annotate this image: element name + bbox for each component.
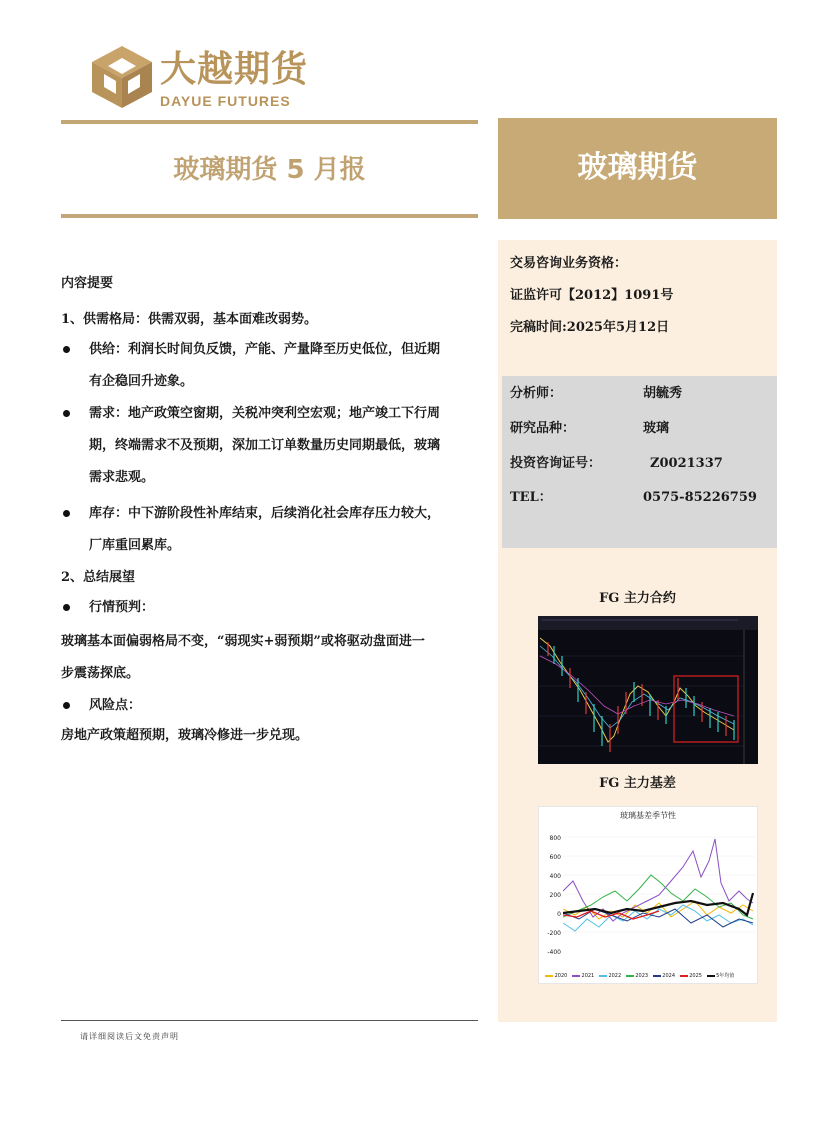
cert-label: 投资咨询证号： bbox=[510, 456, 602, 471]
category-title: 玻璃期货 bbox=[577, 150, 698, 185]
tel-value: 0575-85226759 bbox=[643, 490, 757, 505]
supply-line-1: 供给：利润长时间负反馈，产能、产量降至历史低位，但近期 bbox=[89, 342, 441, 357]
tel-label: TEL： bbox=[510, 490, 552, 505]
completion-date: 完稿时间:2025年5月12日 bbox=[510, 320, 670, 335]
legend-swatch bbox=[572, 975, 580, 977]
variety-label: 研究品种： bbox=[510, 421, 576, 436]
supply-line-2: 有企稳回升迹象。 bbox=[89, 374, 194, 389]
kline-caption: FG 主力合约 bbox=[599, 591, 676, 606]
kline-chart-graphic bbox=[538, 616, 758, 764]
y-tick-label: 200 bbox=[549, 892, 561, 899]
inventory-line-1: 库存：中下游阶段性补库结束，后续消化社会库存压力较大， bbox=[89, 506, 441, 521]
inventory-line-2: 厂库重回累库。 bbox=[89, 538, 181, 553]
variety-value: 玻璃 bbox=[643, 421, 670, 436]
outlook-label: 行情预判： bbox=[89, 600, 155, 615]
kline-chart-image bbox=[538, 616, 758, 764]
footer-divider bbox=[61, 1020, 478, 1021]
y-tick-label: 400 bbox=[549, 873, 561, 880]
legend-item: 5年均值 bbox=[716, 973, 735, 979]
basis-chart-title: 玻璃基差季节性 bbox=[620, 811, 676, 820]
legend-swatch bbox=[545, 975, 553, 977]
risk-text: 房地产政策超预期，玻璃冷修进一步兑现。 bbox=[61, 728, 309, 743]
basis-chart-image bbox=[538, 806, 758, 984]
cert-value: Z0021337 bbox=[650, 456, 723, 471]
brand-name-en: DAYUE FUTURES bbox=[160, 93, 291, 109]
summary-heading: 内容提要 bbox=[61, 276, 114, 291]
section-outlook: 2、总结展望 bbox=[61, 570, 136, 585]
analyst-info-box bbox=[502, 376, 777, 548]
analyst-name: 胡毓秀 bbox=[643, 386, 683, 401]
legend-swatch bbox=[707, 975, 715, 977]
legend-item: 2023 bbox=[635, 973, 649, 979]
outlook-line-2: 步震荡探底。 bbox=[61, 666, 140, 681]
basis-caption: FG 主力基差 bbox=[599, 776, 676, 791]
section-supply-demand: 1、供需格局：供需双弱，基本面难改弱势。 bbox=[61, 312, 318, 327]
legend-item: 2020 bbox=[554, 973, 568, 979]
brand-name-cn: 大越期货 bbox=[160, 49, 309, 90]
y-tick-label: -400 bbox=[547, 949, 561, 956]
title-divider-top bbox=[61, 120, 478, 124]
qualification-label: 交易咨询业务资格： bbox=[510, 256, 628, 271]
legend-item: 2022 bbox=[608, 973, 622, 979]
y-tick-label: 0 bbox=[557, 911, 561, 918]
basis-legend bbox=[545, 972, 755, 979]
y-tick-label: 800 bbox=[549, 835, 561, 842]
legend-item: 2021 bbox=[581, 973, 595, 979]
legend-item: 2025 bbox=[689, 973, 702, 979]
basis-y-axis bbox=[541, 829, 561, 962]
y-tick-label: -200 bbox=[547, 930, 561, 937]
report-title: 玻璃期货 5 月报 bbox=[173, 155, 366, 185]
basis-lines-graphic bbox=[563, 831, 755, 955]
category-banner bbox=[498, 118, 777, 219]
legend-swatch bbox=[626, 975, 634, 977]
license-number: 证监许可【2012】1091号 bbox=[510, 288, 674, 303]
y-tick-label: 600 bbox=[549, 854, 561, 861]
company-logo bbox=[90, 44, 330, 114]
demand-line-2: 期，终端需求不及预期，深加工订单数量历史同期最低，玻璃 bbox=[89, 438, 441, 453]
legend-swatch bbox=[599, 975, 607, 977]
title-divider-bottom bbox=[61, 214, 478, 218]
legend-item: 2024 bbox=[662, 973, 676, 979]
demand-line-3: 需求悲观。 bbox=[89, 470, 155, 485]
demand-line-1: 需求：地产政策空窗期，关税冲突利空宏观；地产竣工下行周 bbox=[89, 406, 441, 421]
legend-swatch bbox=[653, 975, 661, 977]
logo-cube-icon bbox=[90, 44, 154, 110]
footer-disclaimer: 请详细阅读后文免责声明 bbox=[80, 1032, 179, 1041]
legend-swatch bbox=[680, 975, 688, 977]
analyst-label: 分析师： bbox=[510, 386, 563, 401]
outlook-line-1: 玻璃基本面偏弱格局不变，“弱现实+弱预期”或将驱动盘面进一 bbox=[61, 634, 425, 649]
risk-label: 风险点： bbox=[89, 698, 142, 713]
